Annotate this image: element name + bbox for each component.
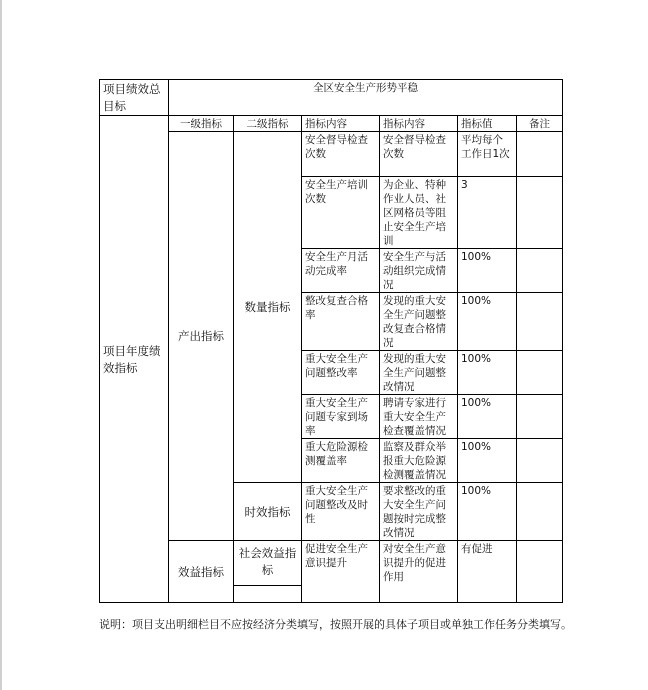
- indicator-remark: [517, 395, 563, 439]
- header-content-a: 指标内容: [302, 116, 380, 132]
- indicator-name: 重大安全生产问题整改率: [302, 351, 380, 395]
- header-row: [100, 116, 563, 132]
- goal-label: 项目绩效总目标: [100, 80, 169, 116]
- level2-quantity: 数量指标: [234, 132, 302, 483]
- indicator-remark: [517, 351, 563, 395]
- indicator-name: 重大危险源检测覆盖率: [302, 439, 380, 483]
- indicator-remark: [517, 177, 563, 249]
- indicator-content: 安全督导检查次数: [380, 132, 458, 177]
- level2-empty-cell: [234, 585, 301, 601]
- indicator-value: 100%: [458, 293, 517, 351]
- goal-text: 全区安全生产形势平稳: [169, 80, 563, 116]
- level2-timeliness: 时效指标: [234, 483, 302, 541]
- indicator-value: 3: [458, 177, 517, 249]
- indicator-value: 平均每个工作日1次: [458, 132, 517, 177]
- indicator-name: 重大安全生产问题整改及时性: [302, 483, 380, 541]
- goal-row: [100, 80, 563, 116]
- indicator-value: 100%: [458, 483, 517, 541]
- indicator-content: 安全生产与活动组织完成情况: [380, 249, 458, 293]
- page-left-edge: [0, 0, 2, 690]
- level1-output: 产出指标: [169, 132, 234, 541]
- indicator-value: 100%: [458, 395, 517, 439]
- indicator-name: 整改复查合格率: [302, 293, 380, 351]
- indicator-value: 100%: [458, 351, 517, 395]
- level1-benefit: 效益指标: [169, 541, 234, 603]
- indicator-value: 有促进: [458, 541, 517, 603]
- level2-social-subtable: [234, 541, 301, 601]
- indicator-content: 监察及群众举报重大危险源检测覆盖情况: [380, 439, 458, 483]
- header-value: 指标值: [458, 116, 517, 132]
- indicator-remark: [517, 541, 563, 603]
- indicator-value: 100%: [458, 439, 517, 483]
- indicator-content: 要求整改的重大安全生产问题按时完成整改情况: [380, 483, 458, 541]
- indicator-content: 发现的重大安全生产问题整改复查合格情况: [380, 293, 458, 351]
- level2-social: 社会效益指标: [234, 541, 301, 585]
- indicator-name: 促进安全生产意识提升: [302, 541, 380, 603]
- indicator-content: 聘请专家进行重大安全生产检查覆盖情况: [380, 395, 458, 439]
- header-level2: 二级指标: [234, 116, 302, 132]
- indicator-content: 发现的重大安全生产问题整改情况: [380, 351, 458, 395]
- indicator-remark: [517, 439, 563, 483]
- indicator-content: 对安全生产意识提升的促进作用: [380, 541, 458, 603]
- indicator-name: 安全生产月活动完成率: [302, 249, 380, 293]
- header-level1: 一级指标: [169, 116, 234, 132]
- footnote: 说明：项目支出明细栏目不应按经济分类填写，按照开展的具体子项目或单独工作任务分类填写。: [99, 618, 572, 631]
- indicator-content: 为企业、特种作业人员、社区网格员等阻止安全生产培训: [380, 177, 458, 249]
- level2-social-cell: [234, 541, 302, 603]
- performance-table: [99, 79, 563, 603]
- indicator-name: 安全生产培训次数: [302, 177, 380, 249]
- indicator-remark: [517, 132, 563, 177]
- indicator-remark: [517, 293, 563, 351]
- indicator-remark: [517, 249, 563, 293]
- indicator-value: 100%: [458, 249, 517, 293]
- indicator-name: 安全督导检查次数: [302, 132, 380, 177]
- header-remark: 备注: [517, 116, 563, 132]
- annual-indicator-label: 项目年度绩效指标: [100, 116, 169, 603]
- indicator-name: 重大安全生产问题专家到场率: [302, 395, 380, 439]
- table-row: [100, 541, 563, 603]
- indicator-remark: [517, 483, 563, 541]
- table-row: [100, 132, 563, 177]
- header-content-b: 指标内容: [380, 116, 458, 132]
